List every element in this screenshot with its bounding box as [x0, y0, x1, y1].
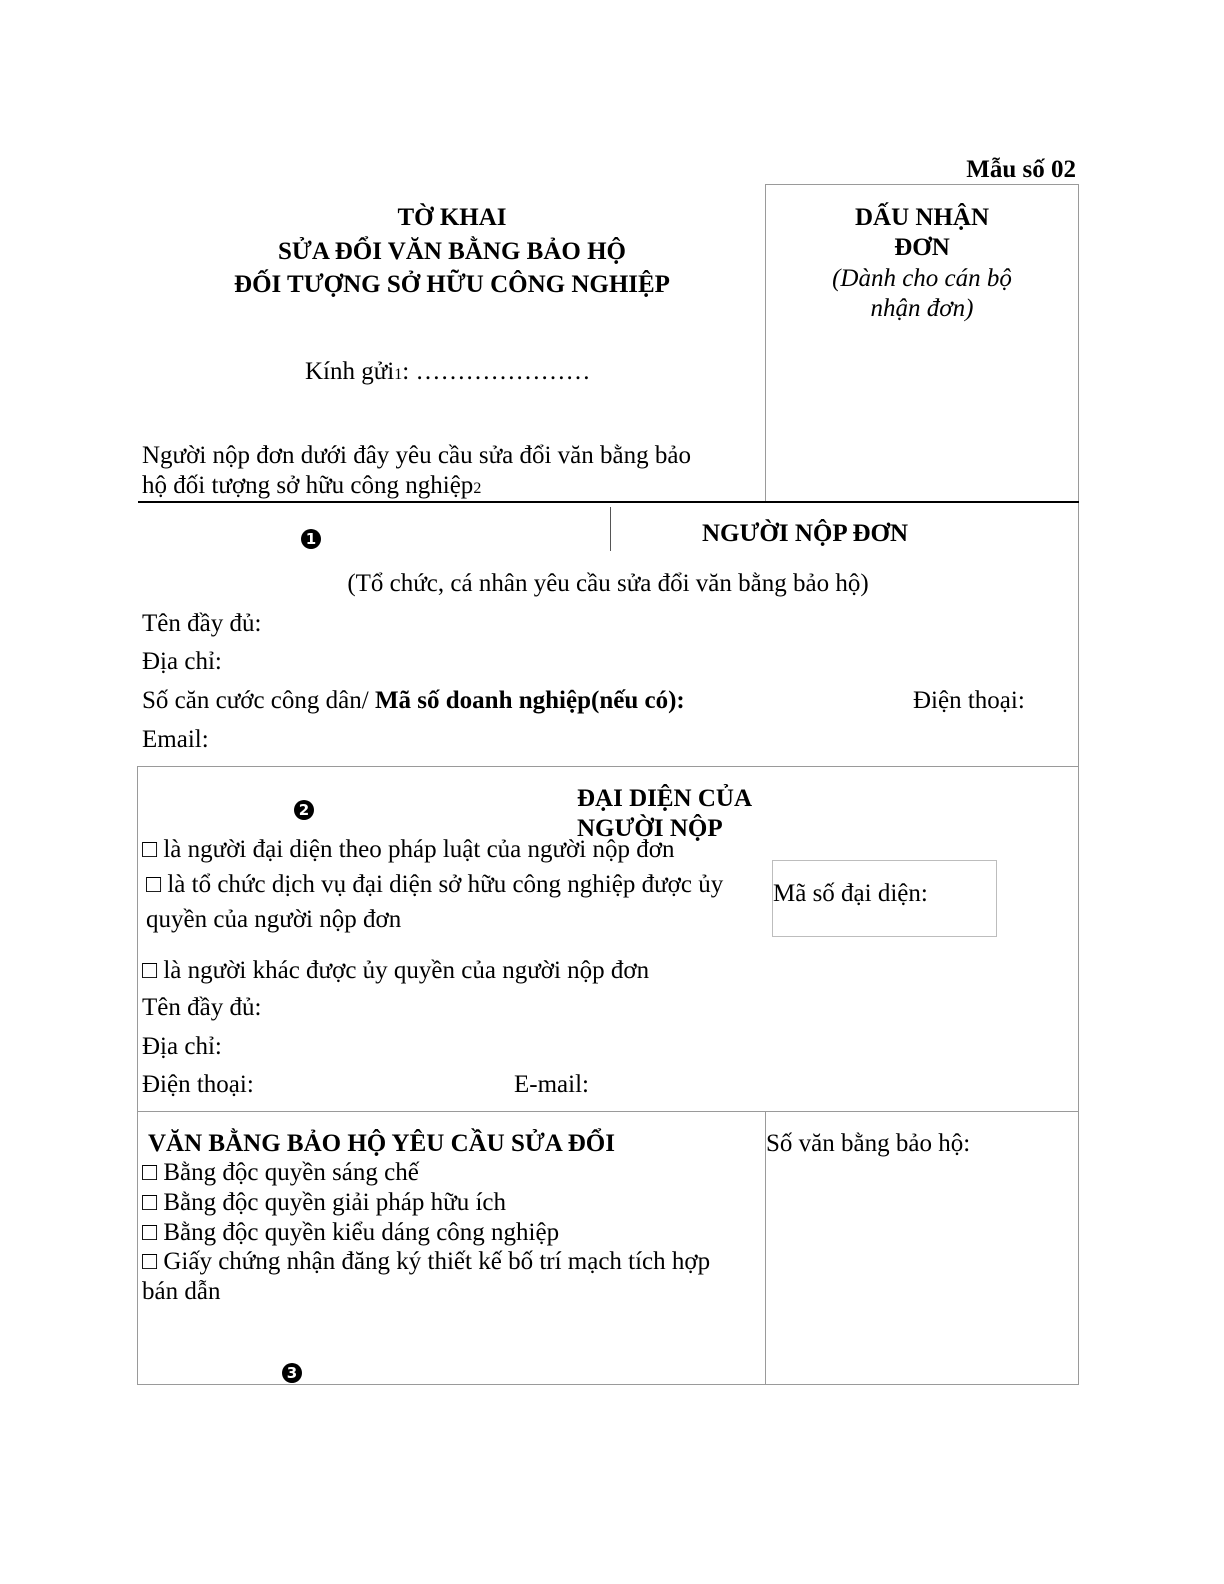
rep-email-label[interactable]: E-mail:	[514, 1071, 589, 1098]
section2-heading-line2: NGƯỜI NỘP	[577, 815, 723, 842]
cert-option-industrial-design[interactable]: □ Bằng độc quyền kiểu dáng công nghiệp	[142, 1219, 560, 1246]
header-divider	[138, 501, 1079, 503]
applicant-address-label[interactable]: Địa chỉ:	[142, 648, 222, 675]
cert-number-label[interactable]: Số văn bằng bảo hộ:	[766, 1130, 971, 1157]
stamp-box-title-line2: ĐƠN	[894, 234, 950, 261]
section2-heading-line1: ĐẠI DIỆN CỦA	[577, 785, 753, 812]
rep-option-ip-agency-line2: quyền của người nộp đơn	[146, 906, 402, 933]
applicant-id-label[interactable]: Số căn cước công dân/	[142, 687, 375, 714]
applicant-phone-label[interactable]: Điện thoại:	[913, 687, 1025, 714]
form-title-line3: ĐỐI TƯỢNG SỞ HỮU CÔNG NGHIỆP	[234, 271, 670, 298]
rep-code-label: Mã số đại diện:	[773, 880, 928, 907]
section2-bottom-border	[137, 1111, 1079, 1112]
applicant-name-label[interactable]: Tên đầy đủ:	[142, 610, 262, 637]
section1-subheading: (Tổ chức, cá nhân yêu cầu sửa đổi văn bằng bảo hộ)	[347, 570, 869, 597]
rep-name-label[interactable]: Tên đầy đủ:	[142, 994, 262, 1021]
rep-phone-label[interactable]: Điện thoại:	[142, 1071, 254, 1098]
section1-bottom-border	[137, 766, 1079, 767]
applicant-email-label[interactable]: Email:	[142, 726, 209, 753]
form-right-border	[1078, 184, 1079, 1384]
section3-heading: VĂN BẰNG BẢO HỘ YÊU CẦU SỬA ĐỔI	[148, 1130, 615, 1157]
section3-bottom-border	[137, 1384, 1079, 1385]
section1-heading-divider	[610, 507, 611, 551]
stamp-box-title-line1: DẤU NHẬN	[854, 204, 990, 231]
cert-option-layout-design-line2: bán dẫn	[142, 1278, 221, 1305]
form-title-line2: SỬA ĐỔI VĂN BẰNG BẢO HỘ	[278, 238, 626, 265]
stamp-box-note-line2: nhận đơn)	[870, 295, 974, 322]
rep-option-legal[interactable]: □ là người đại diện theo pháp luật của người nộp đơn	[142, 836, 675, 863]
recipient-value[interactable]: : …………………	[402, 358, 591, 385]
form-number: Mẫu số 02	[966, 156, 1076, 183]
rep-code-box[interactable]	[772, 860, 997, 937]
cert-option-patent[interactable]: □ Bằng độc quyền sáng chế	[142, 1159, 419, 1186]
section1-heading: NGƯỜI NỘP ĐƠN	[702, 520, 909, 547]
intro-line2-text: hộ đối tượng sở hữu công nghiệp	[142, 472, 474, 499]
intro-line2	[142, 471, 481, 501]
recipient-label: Kính gửi	[305, 358, 395, 385]
rep-option-other[interactable]: □ là người khác được ủy quyền của người nộp đơn	[142, 957, 650, 984]
section1-number-icon: 1	[301, 529, 321, 549]
applicant-tax-code-label[interactable]: Mã số doanh nghiệp(nếu có):	[374, 687, 685, 714]
section2-heading-clip	[570, 782, 830, 842]
cert-option-utility-solution[interactable]: □ Bằng độc quyền giải pháp hữu ích	[142, 1189, 506, 1216]
intro-line1: Người nộp đơn dưới đây yêu cầu sửa đổi văn bằng bảo	[142, 442, 691, 469]
form-left-border	[137, 766, 138, 1384]
section2-number-icon: 2	[294, 800, 314, 820]
cert-option-layout-design-line1[interactable]: □ Giấy chứng nhận đăng ký thiết kế bố trí mạch tích hợp	[142, 1248, 711, 1275]
stamp-box-top-border	[765, 184, 1079, 185]
recipient-footnote: 1	[394, 366, 403, 383]
recipient-line	[305, 357, 590, 387]
form-title-line1: TỜ KHAI	[397, 204, 507, 231]
section3-number-icon: 3	[282, 1363, 302, 1383]
rep-address-label[interactable]: Địa chỉ:	[142, 1033, 222, 1060]
rep-option-ip-agency-line1[interactable]: □ là tổ chức dịch vụ đại diện sở hữu công nghiệp được ủy	[146, 871, 724, 898]
intro-footnote: 2	[473, 480, 482, 497]
applicant-id-line	[142, 686, 685, 716]
stamp-box-note-line1: (Dành cho cán bộ	[832, 265, 1012, 292]
